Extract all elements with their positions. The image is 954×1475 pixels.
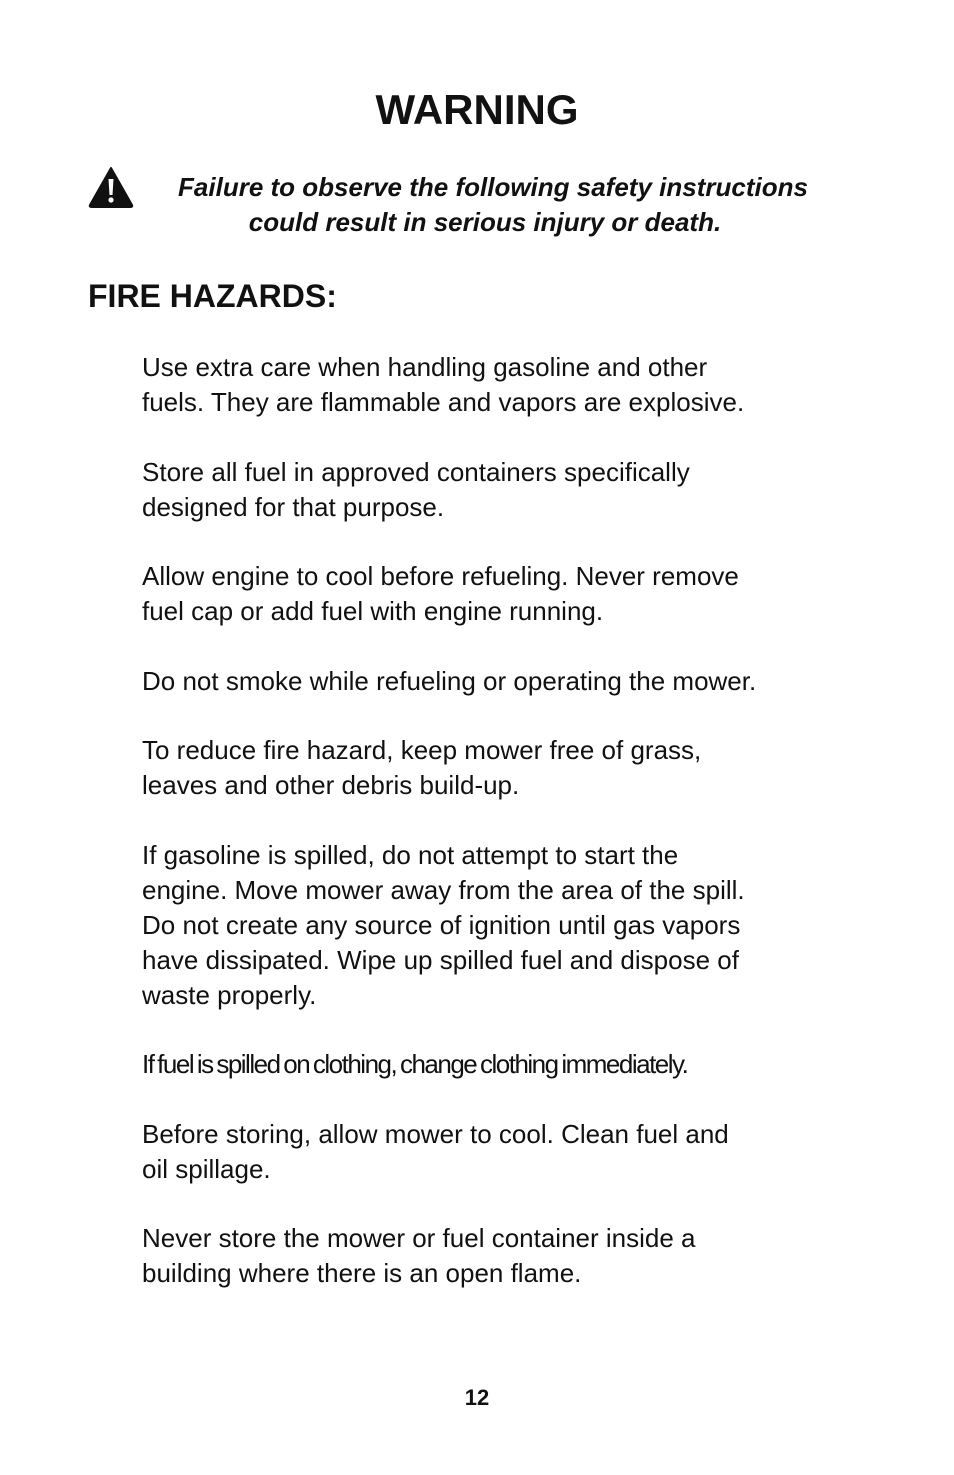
list-item: Store all fuel in approved containers specifically designed for that purpose. bbox=[142, 456, 690, 522]
list-item: Use extra care when handling gasoline and other fuels. They are flammable and vapors are explosive. bbox=[142, 352, 745, 417]
list-item: Before storing, allow mower to cool. Clean fuel and oil spillage. bbox=[142, 1118, 729, 1184]
list-item: Do not smoke while refueling or operating the mower. bbox=[142, 665, 757, 696]
section-heading: FIRE HAZARDS: bbox=[88, 278, 337, 314]
safety-alert-line-2: could result in serious injury or death. bbox=[248, 207, 722, 237]
list-item: Allow engine to cool before refueling. Never remove fuel cap or add fuel with engine running. bbox=[142, 561, 739, 626]
safety-alert-message bbox=[140, 170, 846, 240]
list-item: If gasoline is spilled, do not attempt to start the engine. Move mower away from the area of the spill. Do not create any source of ignition until gas vapors have dissipated. Wipe up spilled fuel and dispose of waste properly. bbox=[142, 839, 745, 1010]
safety-instruction-list bbox=[142, 350, 842, 1326]
warning-triangle-icon bbox=[88, 166, 134, 208]
safety-alert-line-1: Failure to observe the following safety instructions bbox=[178, 172, 808, 202]
list-item: Never store the mower or fuel container inside a building where there is an open flame. bbox=[142, 1223, 696, 1288]
list-item: If fuel is spilled on clothing, change clothing immediately. bbox=[142, 1049, 688, 1079]
page-number: 12 bbox=[464, 1385, 490, 1410]
page-title: WARNING bbox=[375, 86, 579, 133]
list-item: To reduce fire hazard, keep mower free of grass, leaves and other debris build-up. bbox=[142, 735, 702, 800]
